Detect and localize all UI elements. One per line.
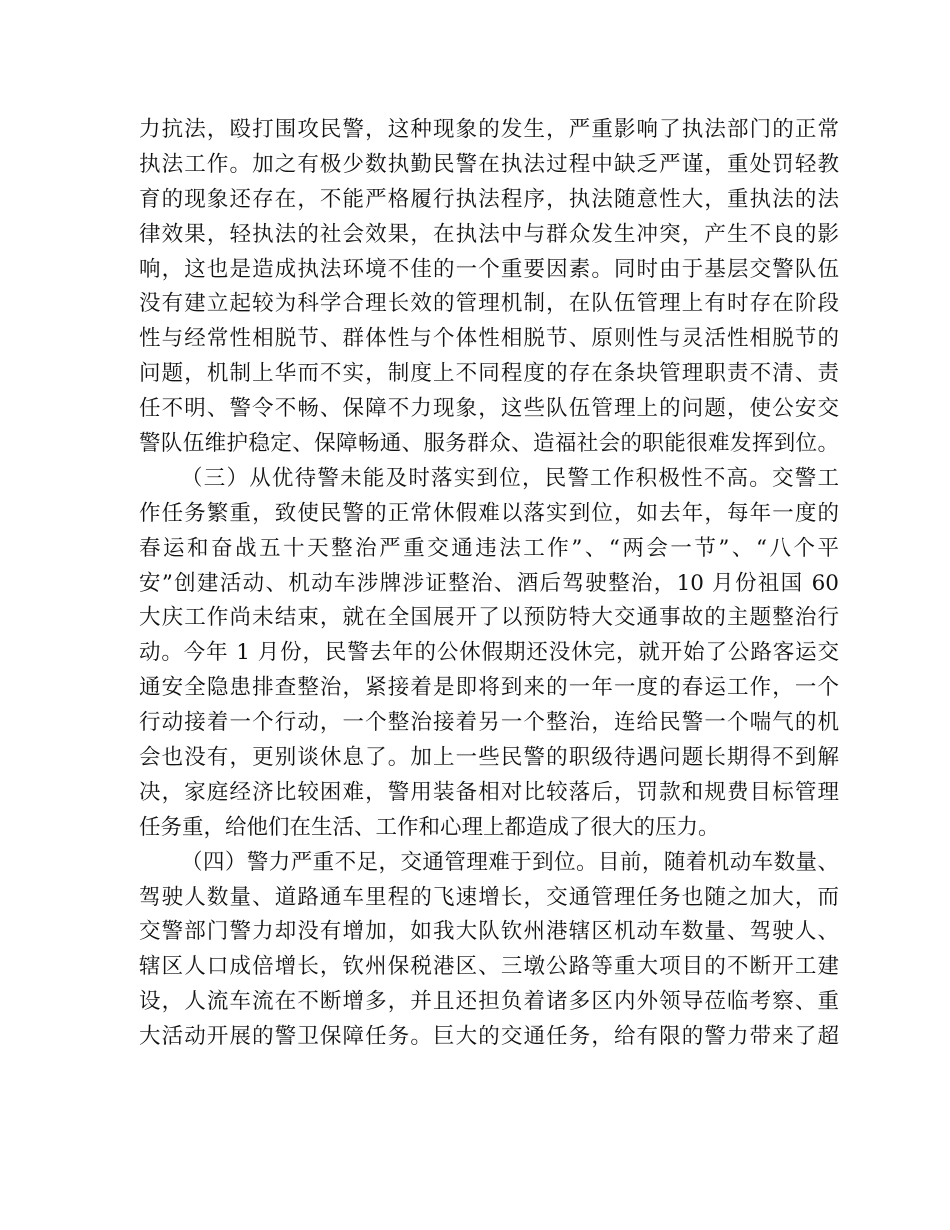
text-line: 作任务繁重，致使民警的正常休假难以落实到位，如去年，每年一度的 (139, 500, 839, 526)
text-line: 春运和奋战五十天整治严重交通违法工作”、“两会一节”、“八个平 (139, 535, 839, 561)
document-body (139, 113, 839, 1055)
text-line: 警队伍维护稳定、保障畅通、服务群众、造福社会的职能很难发挥到位。 (139, 431, 839, 457)
text-line: 问题，机制上华而不实，制度上不同程度的存在条块管理职责不清、责 (139, 361, 839, 387)
text-line: 大活动开展的警卫保障任务。巨大的交通任务，给有限的警力带来了超 (139, 1024, 839, 1050)
text-line: 设，人流车流在不断增多，并且还担负着诸多区内外领导莅临考察、重 (139, 989, 839, 1015)
text-line: 力抗法，殴打围攻民警，这种现象的发生，严重影响了执法部门的正常 (139, 117, 839, 142)
text-line: 决，家庭经济比较困难，警用装备相对比较落后，罚款和规费目标管理 (139, 779, 839, 805)
text-line: 会也没有，更别谈休息了。加上一些民警的职级待遇问题长期得不到解 (139, 745, 839, 771)
text-line: 没有建立起较为科学合理长效的管理机制，在队伍管理上有时存在阶段 (139, 291, 839, 317)
text-line: 通安全隐患排查整治，紧接着是即将到来的一年一度的春运工作，一个 (139, 675, 839, 701)
text-line: 大庆工作尚未结束，就在全国展开了以预防特大交通事故的主题整治行 (139, 605, 839, 631)
paragraph-first-line: （三）从优待警未能及时落实到位，民警工作积极性不高。交警工 (181, 465, 839, 491)
text-line: 动。今年 1 月份，民警去年的公休假期还没休完，就开始了公路客运交 (139, 640, 839, 666)
text-line: 任务重，给他们在生活、工作和心理上都造成了很大的压力。 (139, 814, 720, 840)
text-line: 行动接着一个行动，一个整治接着另一个整治，连给民警一个喘气的机 (139, 710, 839, 736)
text-line: 辖区人口成倍增长，钦州保税港区、三墩公路等重大项目的不断开工建 (139, 954, 839, 980)
text-line: 任不明、警令不畅、保障不力现象，这些队伍管理上的问题，使公安交 (139, 396, 839, 422)
text-line: 性与经常性相脱节、群体性与个体性相脱节、原则性与灵活性相脱节的 (139, 326, 839, 352)
text-line: 育的现象还存在，不能严格履行执法程序，执法随意性大，重执法的法 (139, 186, 839, 212)
text-line: 律效果，轻执法的社会效果，在执法中与群众发生冲突，产生不良的影 (139, 221, 839, 247)
paragraph-first-line: （四）警力严重不足，交通管理难于到位。目前，随着机动车数量、 (181, 849, 839, 875)
text-line: 响，这也是造成执法环境不佳的一个重要因素。同时由于基层交警队伍 (139, 256, 839, 282)
text-line: 执法工作。加之有极少数执勤民警在执法过程中缺乏严谨，重处罚轻教 (139, 151, 839, 177)
text-line: 交警部门警力却没有增加，如我大队钦州港辖区机动车数量、驾驶人、 (139, 919, 839, 945)
text-line: 驾驶人数量、道路通车里程的飞速增长，交通管理任务也随之加大，而 (139, 884, 839, 910)
text-line: 安”创建活动、机动车涉牌涉证整治、酒后驾驶整治，10 月份祖国 60 (139, 570, 839, 596)
